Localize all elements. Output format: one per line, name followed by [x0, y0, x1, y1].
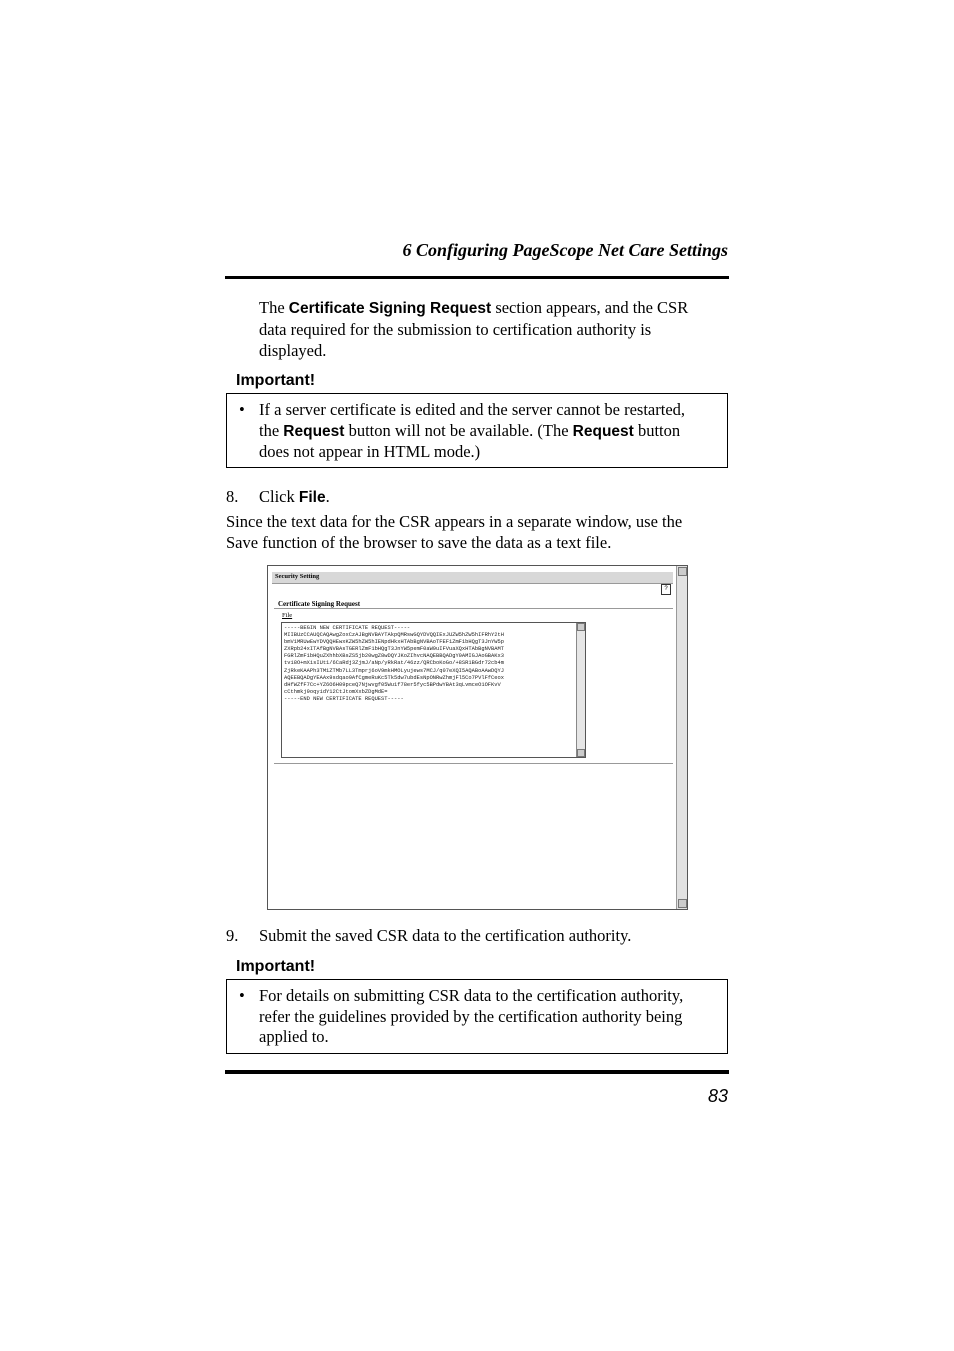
intro-line-1: The Certificate Signing Request section appears, and the CSR	[259, 298, 689, 317]
important-box-2	[226, 979, 728, 1054]
important-box-1	[226, 393, 728, 468]
step-8-text: Click File.	[259, 487, 330, 506]
intro-paragraph	[259, 297, 729, 361]
intro-line-3: displayed.	[259, 341, 327, 360]
csr-line: bmV1MRUwEwYDVQQHEwxKZW5hZW5hIENpdHkxHTAbBgNVBAoTFEF1ZmF1bHQgT3JnYW5p	[284, 639, 504, 646]
file-link[interactable]: File	[282, 612, 293, 619]
important-text-1: If a server certificate is edited and the server cannot be restarted, the Request button will not be available. (The Request button does not appear in HTML mode.)	[259, 400, 686, 461]
intro-bold-term: Certificate Signing Request	[288, 300, 492, 317]
scroll-down-arrow-icon[interactable]	[577, 749, 585, 757]
divider	[274, 763, 673, 764]
running-header: 6 Configuring PageScope Net Care Settings	[402, 240, 728, 260]
csr-line: FGRlZmF1bHQuZXhhbXBsZS5jb20wgZ8wDQYJKoZIhvcNAQEBBQADgY0AMIGJAoGBAKx3	[284, 653, 504, 660]
csr-section-title: Certificate Signing Request	[278, 600, 361, 608]
csr-line: MIIBUzCCAUQCAQAwgZoxCzAJBgNVBAYTAkpQMRswGQYDVQQIExJUZW5hZW5hIFRhY2tH	[284, 632, 504, 639]
csr-textarea[interactable]	[281, 622, 586, 758]
scroll-down-arrow-icon[interactable]	[678, 899, 687, 908]
page-number: 83	[707, 1086, 728, 1106]
csr-screenshot	[267, 565, 688, 910]
csr-line: tvi8O+mXisIUt1/6CaRdj3ZjmJ/aNp/yRkRat/46zz/QRCboKoGo/+8SR1BGdr72cb4m	[284, 660, 504, 667]
csr-line: ZjRkeKAAPh3TM1ZTMb7LL3Tmprj6oV9mkHMOLyujews7MCJ/q07eXQI5AQABoAAwDQYJ	[284, 667, 504, 674]
step-9-text: Submit the saved CSR data to the certification authority.	[259, 926, 632, 945]
csr-line: cCthmkj9oqyidY12CtJtomXxbZDgMdE=	[284, 688, 388, 695]
bullet-1: •	[239, 400, 245, 419]
csr-line: dHfWZfF7Cc+YZ6O6H09pceQ7Njwvgf05Wu1f78er5fyc5BPdwYBAt3qLvmceO1OFKvV	[284, 681, 501, 688]
csr-line: -----END NEW CERTIFICATE REQUEST-----	[284, 695, 404, 702]
csr-line: AQEEBQADgYEAAx9sdqao9AfCgmeRuKc5Tk5dw7ubdEsNpONRwZhmjFl5Co7PVlFfCeox	[284, 674, 504, 681]
step-9-number: 9.	[226, 926, 239, 945]
csr-line: ZXRpb24xITAfBgNVBAsTGERlZmF1bHQgT3JnYW5pemF0aW9uIFVuaXQxHTAbBgNVBAMT	[284, 646, 504, 653]
scroll-up-arrow-icon[interactable]	[678, 567, 687, 576]
scroll-up-arrow-icon[interactable]	[577, 623, 585, 631]
important-heading-2: Important!	[236, 958, 316, 975]
bullet-2: •	[239, 986, 245, 1005]
security-setting-label: Security Setting	[275, 573, 320, 580]
step-8-description: Since the text data for the CSR appears in a separate window, use the Save function of the browser to save the data as a text file.	[226, 512, 683, 552]
header-rule	[225, 276, 729, 279]
csr-scrollbar[interactable]	[576, 623, 585, 757]
help-icon[interactable]: ?	[661, 584, 671, 595]
footer-rule	[225, 1070, 729, 1074]
step-8-number: 8.	[226, 487, 239, 506]
divider	[274, 608, 673, 609]
intro-line-2: data required for the submission to certification authority is	[259, 320, 652, 339]
csr-line: -----BEGIN NEW CERTIFICATE REQUEST-----	[284, 625, 411, 631]
window-scrollbar[interactable]	[676, 566, 687, 909]
important-heading-1: Important!	[236, 372, 316, 389]
csr-text-content	[284, 625, 575, 703]
important-text-2: For details on submitting CSR data to the certification authority, refer the guidelines provided by the certification authority being applied to.	[259, 986, 684, 1046]
security-setting-bar	[272, 572, 673, 584]
